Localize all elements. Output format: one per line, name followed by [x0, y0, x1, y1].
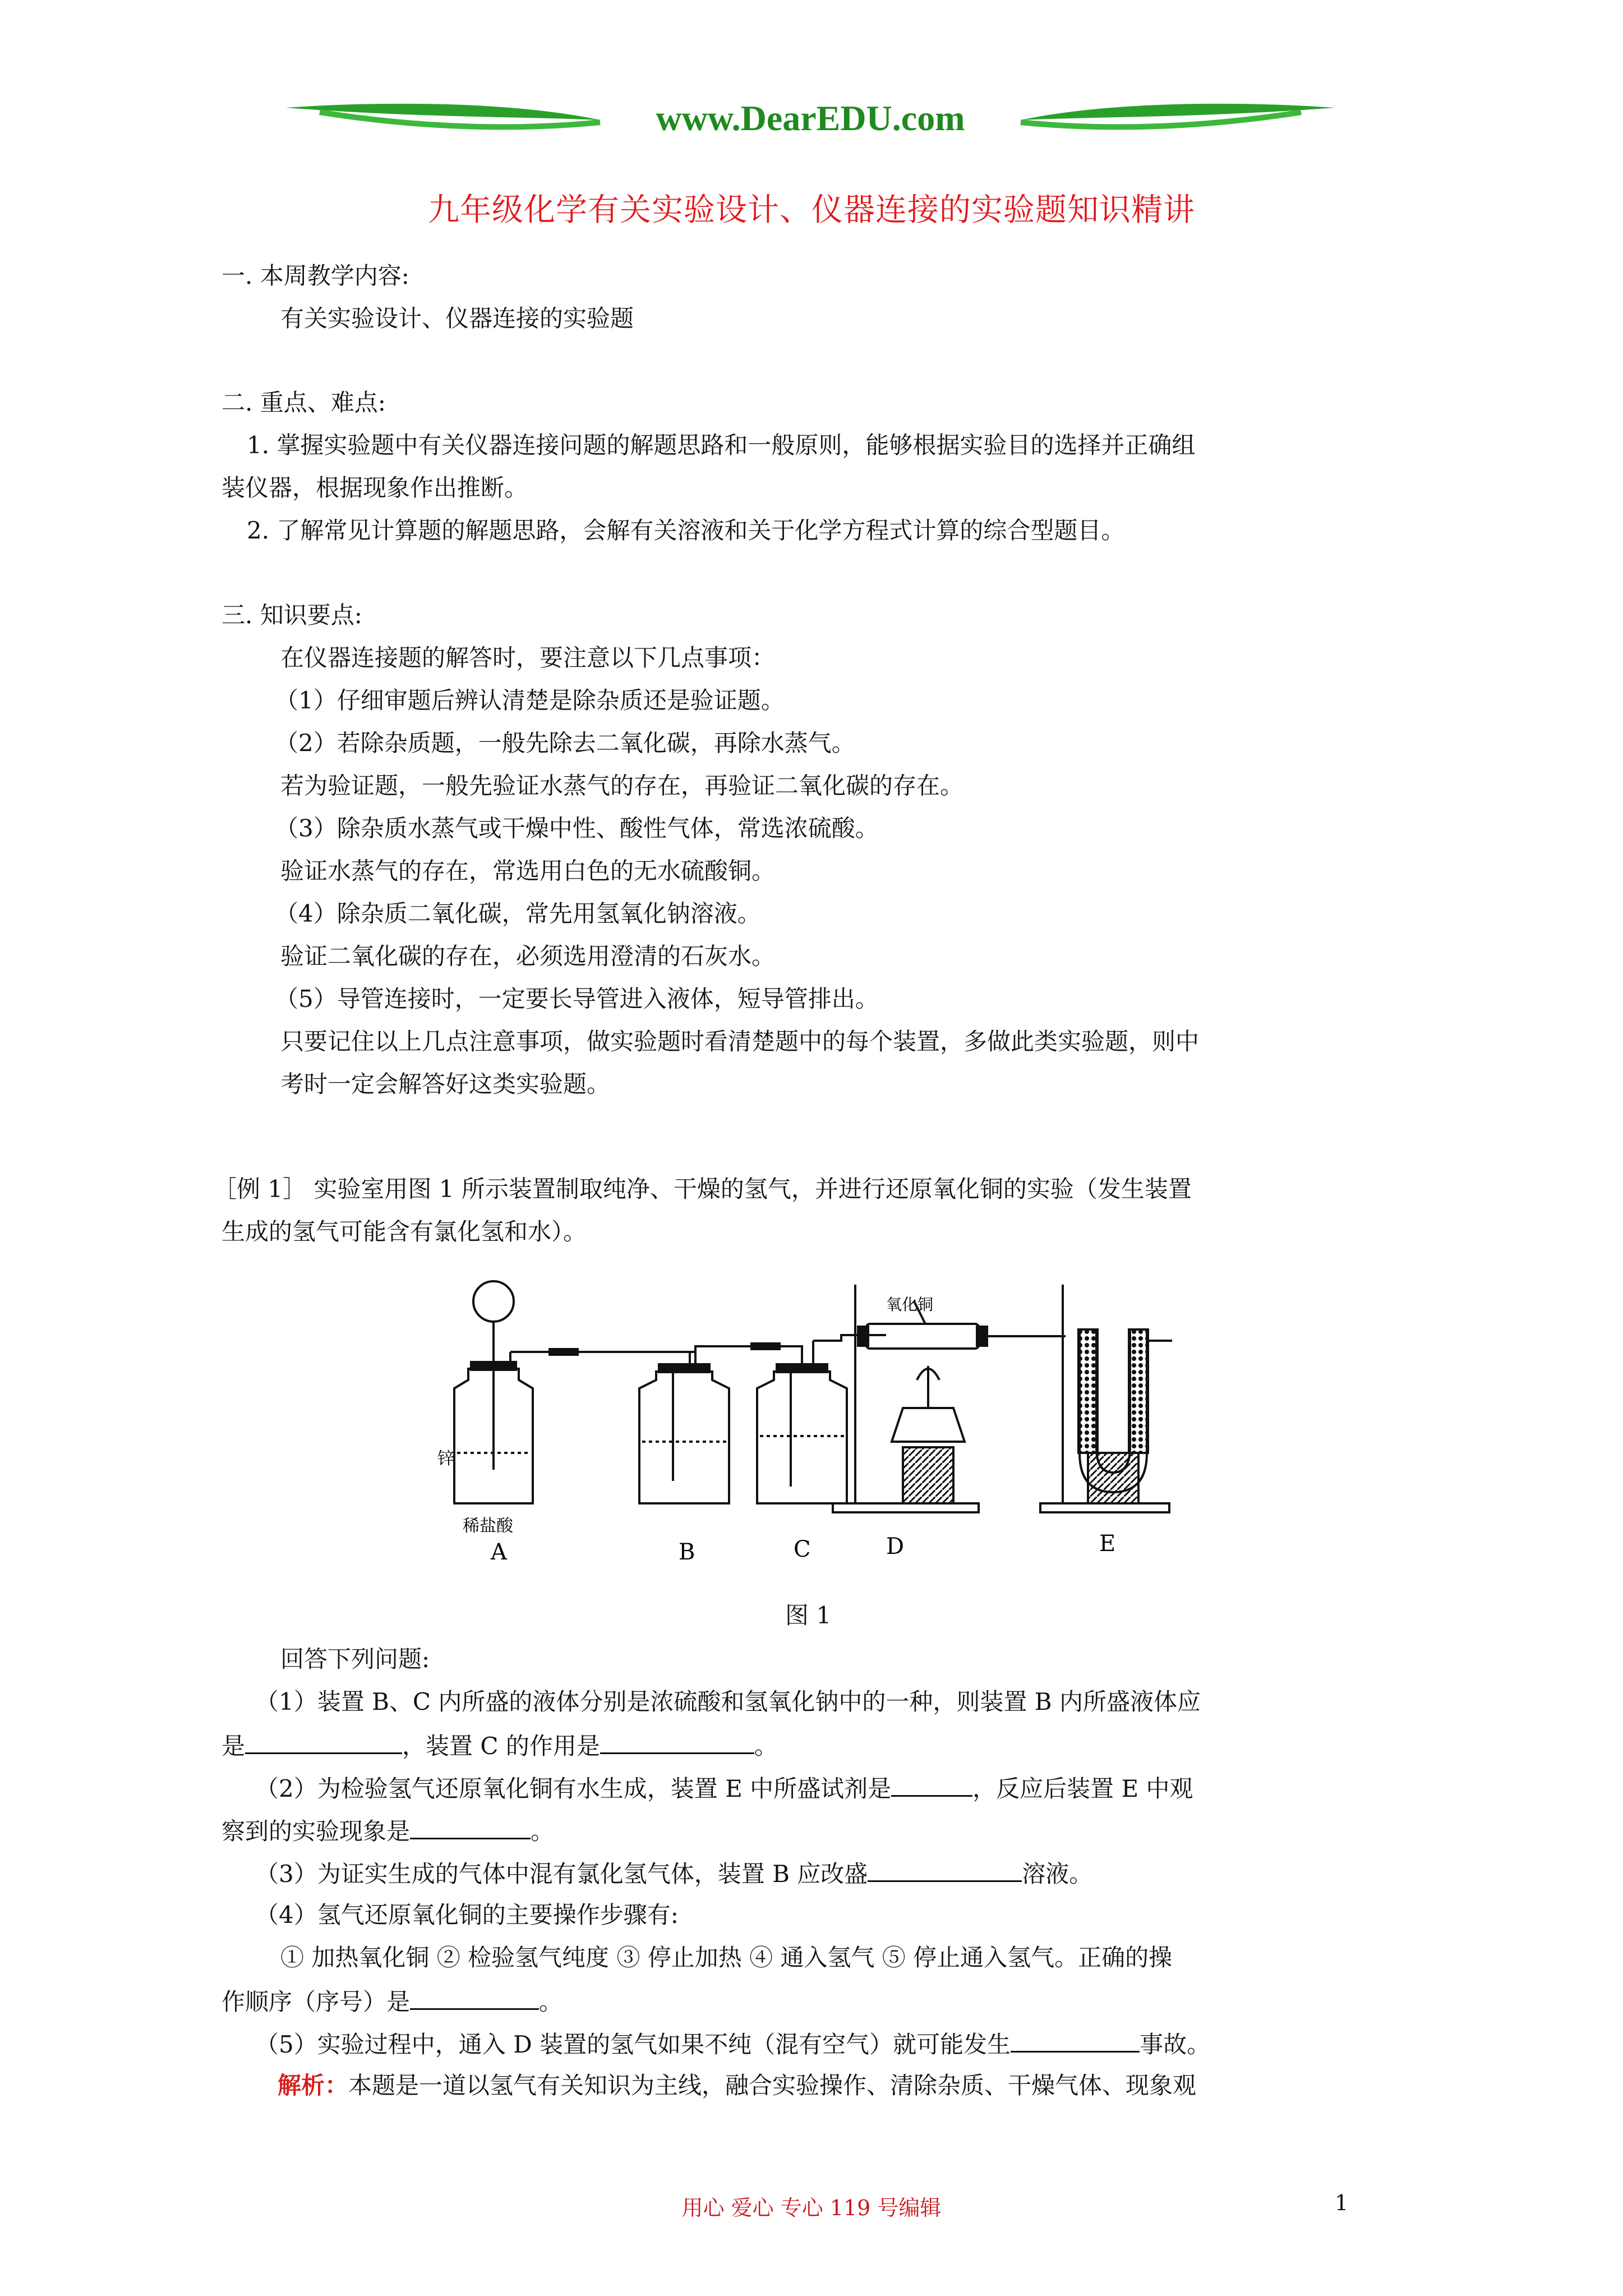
- site-logo-text: www.DearEDU.com: [656, 98, 965, 138]
- figure-caption: 图 1: [785, 1602, 832, 1629]
- label-a: A: [491, 1539, 507, 1565]
- section-3-item: （2）若除杂质题，一般先除去二氧化碳，再除水蒸气。: [275, 729, 855, 757]
- page-number: 1: [1335, 2191, 1349, 2215]
- section-3-item: （1）仔细审题后辨认清楚是除杂质还是验证题。: [275, 687, 785, 714]
- answer-blank: [891, 1770, 972, 1797]
- question-4-steps: ① 加热氧化铜 ② 检验氢气纯度 ③ 停止加热 ④ 通入氢气 ⑤ 停止通入氢气。正确的操: [280, 1944, 1173, 1971]
- bottle-c: [757, 1372, 847, 1503]
- label-e: E: [1099, 1531, 1116, 1557]
- section-2-item: 2. 了解常见计算题的解题思路，会解有关溶液和关于化学方程式计算的综合型题目。: [247, 517, 1125, 544]
- example-intro: ［例 1］ 实验室用图 1 所示装置制取纯净、干燥的氢气，并进行还原氧化铜的实验（发生装置: [213, 1175, 1192, 1203]
- page-title: 九年级化学有关实验设计、仪器连接的实验题知识精讲: [428, 192, 1195, 228]
- section-2-item: 1. 掌握实验题中有关仪器连接问题的解题思路和一般原则，能够根据实验目的选择并正确组: [247, 431, 1196, 459]
- apparatus-figure: [437, 1268, 1189, 1571]
- question-5: （5）实验过程中，通入 D 装置的氢气如果不纯（混有空气）就可能发生 事故。: [255, 2026, 1210, 2062]
- section-1-heading: 一. 本周教学内容:: [222, 262, 409, 289]
- questions-prompt: 回答下列问题:: [280, 1645, 430, 1673]
- answer-blank: [600, 1728, 754, 1754]
- section-3-item: 只要记住以上几点注意事项，做实验题时看清楚题中的每个装置，多做此类实验题，则中: [280, 1028, 1200, 1055]
- answer-blank: [245, 1728, 402, 1754]
- label-b: B: [679, 1539, 695, 1565]
- answer-blank: [1011, 2026, 1140, 2053]
- example-intro: 生成的氢气可能含有氯化氢和水）。: [222, 1218, 587, 1245]
- answer-blank: [410, 1813, 531, 1839]
- section-2-heading: 二. 重点、难点:: [222, 389, 386, 416]
- section-2-item: 装仪器，根据现象作出推断。: [222, 474, 528, 501]
- section-3-item: （4）除杂质二氧化碳，常先用氢氧化钠溶液。: [275, 900, 761, 927]
- section-3-item: 考时一定会解答好这类实验题。: [280, 1070, 611, 1098]
- label-d: D: [886, 1534, 905, 1559]
- section-3-heading: 三. 知识要点:: [222, 601, 362, 629]
- section-3-item: （3）除杂质水蒸气或干燥中性、酸性气体，常选浓硫酸。: [275, 815, 879, 842]
- answer-blank: [868, 1856, 1022, 1882]
- section-1-body: 有关实验设计、仪器连接的实验题: [280, 305, 634, 332]
- question-3: （3）为证实生成的气体中混有氯化氢气体，装置 B 应改盛 溶液。: [255, 1856, 1092, 1891]
- analysis-label: 解析：: [278, 2072, 349, 2099]
- funnel-bulb: [473, 1281, 514, 1322]
- section-3-item: 验证水蒸气的存在，常选用白色的无水硫酸铜。: [280, 857, 776, 885]
- label-zinc: 锌: [437, 1449, 454, 1469]
- section-3-item: 验证二氧化碳的存在，必须选用澄清的石灰水。: [280, 942, 776, 970]
- question-1-cont: 是 ，装置 C 的作用是 。: [222, 1728, 778, 1763]
- section-3-item: （5）导管连接时，一定要长导管进入液体，短导管排出。: [275, 985, 879, 1013]
- analysis: 解析：本题是一道以氢气有关知识为主线，融合实验操作、清除杂质、干燥气体、现象观: [278, 2072, 1197, 2099]
- footer-text: 用心 爱心 专心 119 号编辑: [681, 2196, 942, 2220]
- question-1: （1）装置 B、C 内所盛的液体分别是浓硫酸和氢氧化钠中的一种，则装置 B 内所盛液体应: [255, 1688, 1201, 1715]
- section-3-item: 在仪器连接题的解答时，要注意以下几点事项：: [280, 644, 776, 671]
- question-4-cont: 作顺序（序号）是 。: [222, 1984, 562, 2019]
- alcohol-lamp: [892, 1408, 965, 1442]
- header-banner: [286, 95, 1335, 146]
- question-4: （4）氢气还原氧化铜的主要操作步骤有:: [255, 1901, 679, 1929]
- question-2-cont: 察到的实验现象是 。: [222, 1813, 554, 1848]
- question-2: （2）为检验氢气还原氧化铜有水生成，装置 E 中所盛试剂是 ，反应后装置 E 中观: [255, 1770, 1193, 1806]
- label-acid: 稀盐酸: [463, 1516, 513, 1536]
- label-c: C: [794, 1536, 811, 1562]
- section-3-item: 若为验证题，一般先验证水蒸气的存在，再验证二氧化碳的存在。: [280, 772, 964, 799]
- label-cuo: 氧化铜: [886, 1295, 934, 1314]
- answer-blank: [410, 1984, 539, 2010]
- bottle-b: [639, 1372, 729, 1503]
